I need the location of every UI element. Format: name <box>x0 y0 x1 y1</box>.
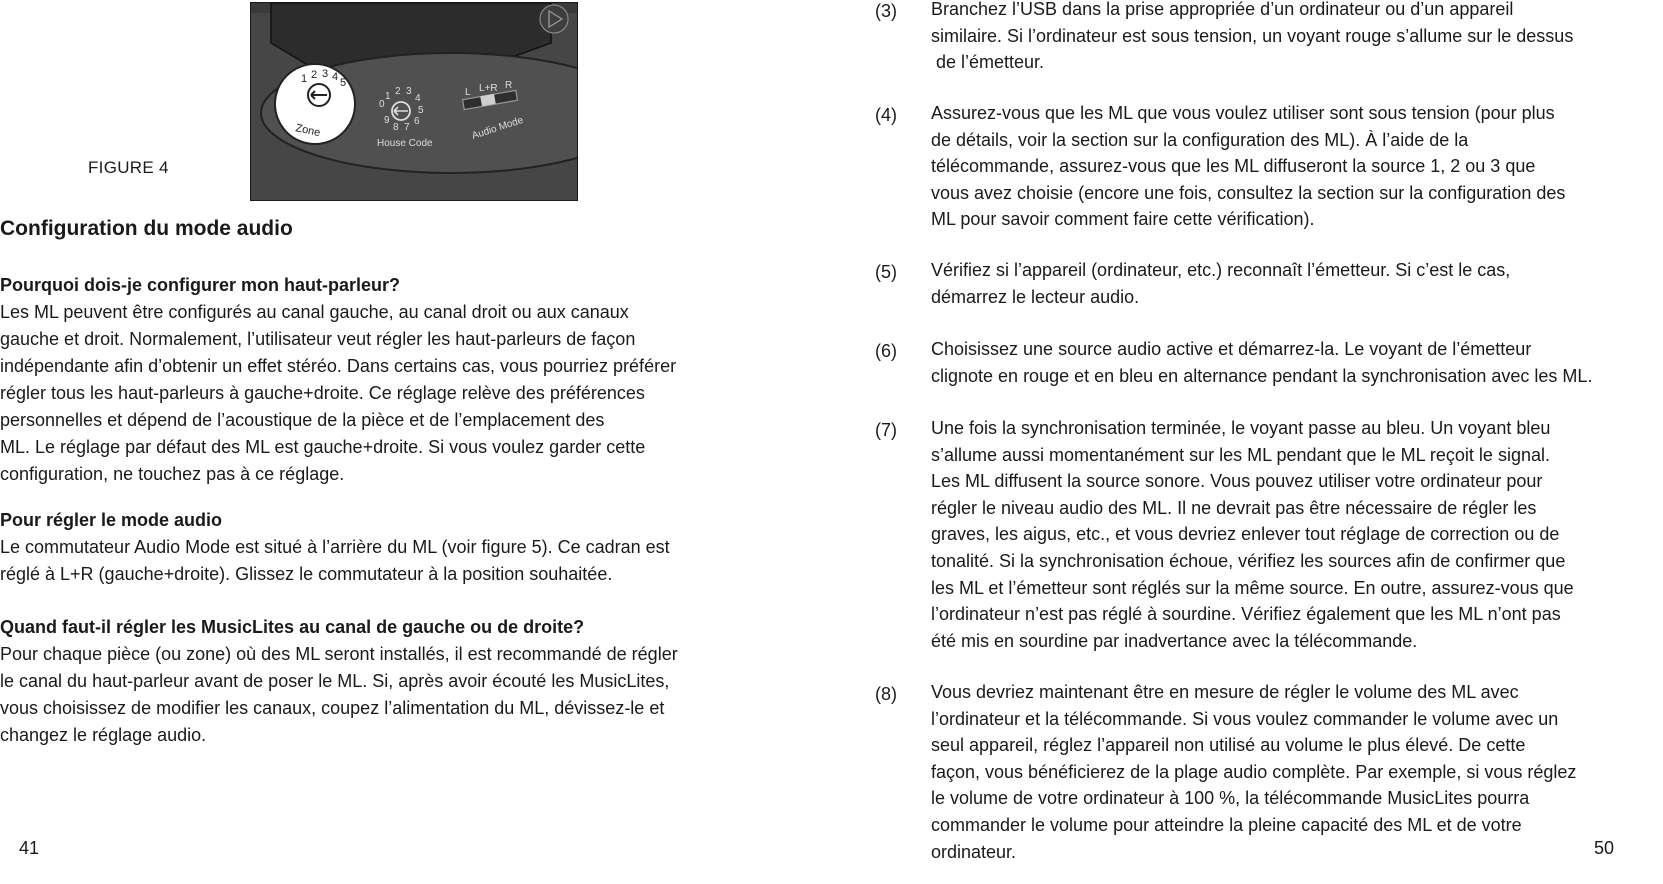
question-heading: Pour régler le mode audio <box>0 510 223 530</box>
audio-mode-label: Audio Mode <box>470 114 525 142</box>
step-line: graves, les aigus, etc., et vous devriez enlever tout réglage de correction ou de <box>931 524 1560 545</box>
step-line: Vérifiez si l’appareil (ordinateur, etc.) reconnaît l’émetteur. Si c’est le cas, <box>931 260 1511 280</box>
house-code-digit: 3 <box>406 86 412 97</box>
house-code-label: House Code <box>377 138 433 149</box>
house-code-digit: 4 <box>415 93 421 104</box>
step-number: (3) <box>875 1 897 21</box>
step-number: (5) <box>875 262 897 282</box>
faq-block-when-left-right <box>0 614 790 749</box>
step-line: ML pour savoir comment faire cette vérification). <box>931 209 1315 230</box>
step-line: commander le volume pour atteindre la pleine capacité des ML et de votre <box>931 814 1522 835</box>
step-line: été mis en sourdine par inadvertance avec la télécommande. <box>931 630 1418 651</box>
paragraph-line: Le commutateur Audio Mode est situé à l’arrière du ML (voir figure 5). Ce cadran est <box>0 537 670 557</box>
house-code-digit: 5 <box>418 105 424 116</box>
step-line: Branchez l’USB dans la prise appropriée d’un ordinateur ou d’un appareil <box>931 0 1514 19</box>
step-line: Vous devriez maintenant être en mesure de régler le volume des ML avec <box>931 682 1519 702</box>
house-code-digit: 0 <box>379 99 385 110</box>
zone-digit: 5 <box>340 77 347 89</box>
question-heading: Pourquoi dois-je configurer mon haut-parleur? <box>0 275 401 295</box>
house-code-digit: 1 <box>385 91 391 102</box>
audio-mode-option: L <box>465 87 471 98</box>
zone-digit: 3 <box>322 68 329 80</box>
step-line: similaire. Si l’ordinateur est sous tension, un voyant rouge s’allume sur le dessus <box>931 25 1574 46</box>
step-line: s’allume aussi momentanément sur les ML pendant que le ML reçoit le signal. <box>931 444 1550 465</box>
step-line: vous avez choisie (encore une fois, consultez la section sur la configuration des <box>931 182 1566 203</box>
paragraph-line: régler tous les haut-parleurs à gauche+droite. Ce réglage relève des préférences <box>0 383 645 403</box>
paragraph-line: personnelles et dépend de l’acoustique de la pièce et de l’emplacement des <box>0 410 605 430</box>
audio-mode-option: R <box>505 80 513 91</box>
zone-digit: 4 <box>332 71 339 83</box>
step-line: seul appareil, réglez l’appareil non utilisé au volume le plus élevé. De cette <box>931 735 1526 756</box>
step-line: le volume de votre ordinateur à 100 %, la télécommande MusicLites pourra <box>931 788 1530 809</box>
faq-block-set-audio-mode <box>0 507 790 588</box>
step-line: tonalité. Si la synchronisation échoue, vérifiez les sources afin de confirmer que <box>931 550 1566 571</box>
step-line: télécommande, assurez-vous que les ML diffuseront la source 1, 2 ou 3 que <box>931 156 1536 177</box>
step-line: Assurez-vous que les ML que vous voulez utiliser sont sous tension (pour plus <box>931 103 1555 123</box>
step-line: clignote en rouge et en bleu en alternance pendant la synchronisation avec les ML. <box>931 365 1593 386</box>
figure-caption: FIGURE 4 <box>88 158 169 177</box>
right-page <box>860 0 1663 884</box>
audio-mode-option: L+R <box>479 83 498 94</box>
paragraph-line: le canal du haut-parleur avant de poser le ML. Si, après avoir écouté les MusicLites, <box>0 671 670 691</box>
paragraph-line: vous choisissez de modifier les canaux, coupez l’alimentation du ML, dévissez-le et <box>0 698 665 718</box>
step-line: de détails, voir la section sur la configuration des ML). À l’aide de la <box>931 129 1469 150</box>
left-page <box>0 0 800 884</box>
section-title: Configuration du mode audio <box>0 217 293 240</box>
house-code-digit: 9 <box>384 115 390 126</box>
step-line: ordinateur. <box>931 841 1017 862</box>
paragraph-line: réglé à L+R (gauche+droite). Glissez le commutateur à la position souhaitée. <box>0 564 613 584</box>
paragraph-line: changez le réglage audio. <box>0 725 207 745</box>
step-line: l’ordinateur et la télécommande. Si vous voulez commander le volume avec un <box>931 708 1559 729</box>
step-line: les ML et l’émetteur sont réglés sur la même source. En outre, assurez-vous que <box>931 577 1574 598</box>
step-number: (8) <box>875 684 897 704</box>
house-code-digit: 7 <box>404 122 410 133</box>
step-line: Choisissez une source audio active et démarrez-la. Le voyant de l’émetteur <box>931 339 1532 359</box>
paragraph-line: Les ML peuvent être configurés au canal gauche, au canal droit ou aux canaux <box>0 302 629 322</box>
step-line: régler le niveau audio des ML. Il ne devrait pas être nécessaire de régler les <box>931 497 1537 518</box>
paragraph-line: ML. Le réglage par défaut des ML est gauche+droite. Si vous voulez garder cette <box>0 437 646 457</box>
step-number: (7) <box>875 420 897 440</box>
faq-block-why-configure <box>0 272 790 488</box>
step-number: (4) <box>875 105 897 125</box>
zone-digit: 1 <box>301 73 308 85</box>
paragraph-line: gauche et droit. Normalement, l’utilisateur veut régler les haut-parleurs de façon <box>0 329 636 349</box>
house-code-digit: 8 <box>393 122 399 133</box>
step-line: façon, vous bénéficierez de la plage audio complète. Par exemple, si vous réglez <box>931 761 1577 782</box>
step-line: démarrez le lecteur audio. <box>931 286 1140 307</box>
house-code-digit: 6 <box>414 116 420 127</box>
page-number-left: 41 <box>19 838 40 858</box>
paragraph-line: Pour chaque pièce (ou zone) où des ML seront installés, il est recommandé de régler <box>0 644 678 664</box>
zone-dial <box>275 64 355 144</box>
question-heading: Quand faut-il régler les MusicLites au canal de gauche ou de droite? <box>0 617 585 637</box>
step-line: l’ordinateur n’est pas réglé à sourdine. Vérifiez également que les ML n’ont pas <box>931 604 1561 625</box>
speaker-back-panel-illustration <box>251 3 577 200</box>
step-line: de l’émetteur. <box>931 52 1045 73</box>
figure-4-image <box>250 2 578 201</box>
step-line: Une fois la synchronisation terminée, le voyant passe au bleu. Un voyant bleu <box>931 418 1551 438</box>
paragraph-line: configuration, ne touchez pas à ce réglage. <box>0 464 345 484</box>
step-line: Les ML diffusent la source sonore. Vous pouvez utiliser votre ordinateur pour <box>931 471 1543 492</box>
zone-label: Zone <box>294 122 322 140</box>
house-code-digit: 2 <box>395 86 401 97</box>
step-number: (6) <box>875 341 897 361</box>
page-number-right: 50 <box>1594 838 1615 858</box>
paragraph-line: indépendante afin d’obtenir un effet stéréo. Dans certains cas, vous pourriez préférer <box>0 356 677 376</box>
zone-digit: 2 <box>311 69 318 81</box>
